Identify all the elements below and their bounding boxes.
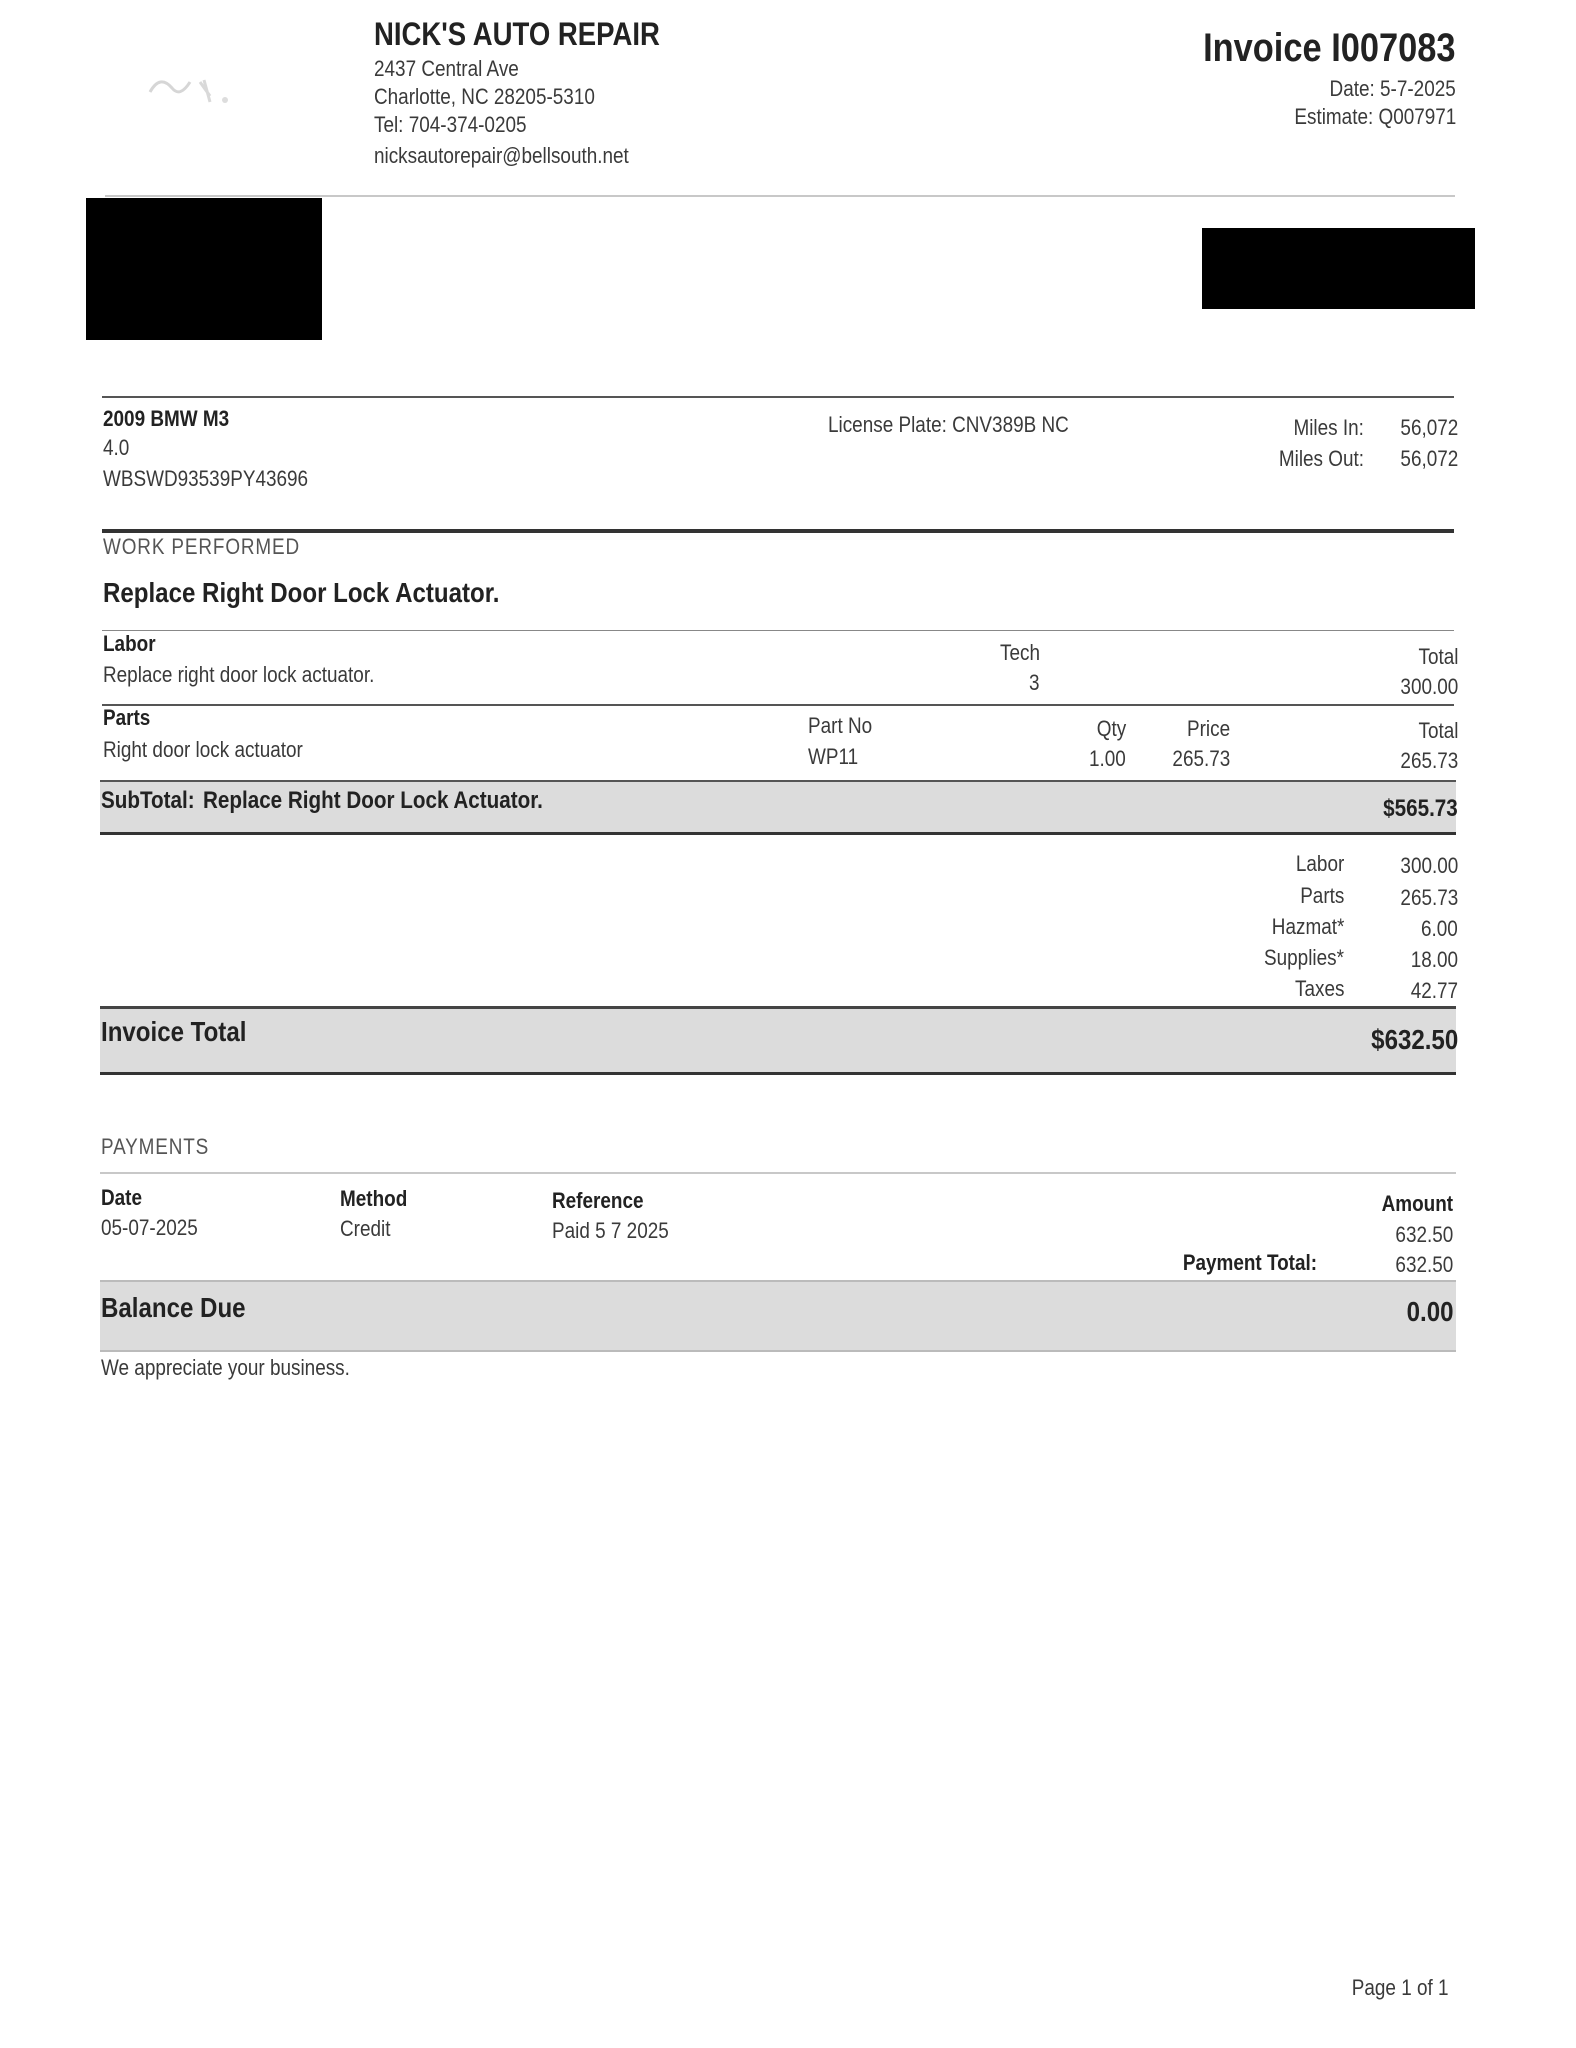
payment-total-label: Payment Total: (1182, 1250, 1317, 1275)
parts-qty-label: Qty (1096, 716, 1126, 741)
parts-description: Right door lock actuator (103, 737, 303, 762)
payment-method-label: Method (340, 1186, 408, 1211)
subtotal-label: SubTotal: (101, 787, 195, 814)
summary-label: Parts (1299, 883, 1344, 908)
company-logo (130, 52, 260, 132)
vehicle-top-rule (102, 396, 1454, 398)
invoice-total-value: $632.50 (1370, 1024, 1458, 1055)
labor-header: Labor (103, 631, 156, 656)
summary-value: 265.73 (1400, 885, 1458, 910)
miles-out-value: 56,072 (1400, 446, 1458, 471)
work-top-rule (102, 529, 1454, 533)
balance-due-label: Balance Due (101, 1292, 246, 1323)
payment-total-value: 632.50 (1395, 1252, 1453, 1277)
parts-total-label: Total (1418, 718, 1458, 743)
summary-value: 300.00 (1400, 853, 1458, 878)
invoice-date: Date: 5-7-2025 (1329, 76, 1456, 101)
vehicle-name: 2009 BMW M3 (103, 406, 230, 431)
miles-in-value: 56,072 (1400, 415, 1458, 440)
work-title: Replace Right Door Lock Actuator. (103, 577, 500, 608)
company-phone: Tel: 704-374-0205 (374, 112, 527, 137)
parts-header: Parts (103, 705, 151, 730)
payment-date-value: 05-07-2025 (101, 1215, 198, 1240)
payments-rule (100, 1172, 1456, 1174)
summary-value: 42.77 (1410, 978, 1458, 1003)
parts-price-label: Price (1186, 716, 1230, 741)
summary-label: Labor (1295, 851, 1344, 876)
summary-value: 18.00 (1410, 947, 1458, 972)
payments-label: PAYMENTS (101, 1134, 210, 1159)
subtotal-value: $565.73 (1383, 795, 1458, 822)
invoice-estimate: Estimate: Q007971 (1294, 104, 1456, 129)
labor-tech-label: Tech (1000, 640, 1040, 665)
payment-date-label: Date (101, 1185, 143, 1210)
invoice-total-band (100, 1006, 1456, 1075)
parts-price-value: 265.73 (1172, 746, 1230, 771)
parts-partno-label: Part No (808, 713, 873, 738)
labor-total-value: 300.00 (1400, 674, 1458, 699)
redacted-account-block (1202, 228, 1475, 309)
company-address-line1: 2437 Central Ave (374, 56, 519, 81)
summary-label: Hazmat* (1271, 914, 1344, 939)
work-performed-label: WORK PERFORMED (103, 534, 301, 559)
labor-rule (102, 630, 1454, 631)
vehicle-vin: WBSWD93539PY43696 (103, 466, 309, 491)
payment-reference-label: Reference (552, 1188, 644, 1213)
invoice-title: Invoice I007083 (1203, 26, 1456, 70)
page-number: Page 1 of 1 (1352, 1975, 1449, 2000)
parts-partno-value: WP11 (808, 744, 859, 769)
redacted-customer-block (86, 198, 322, 340)
thank-you-note: We appreciate your business. (101, 1355, 350, 1380)
license-plate: License Plate: CNV389B NC (828, 412, 1069, 437)
company-address-line2: Charlotte, NC 28205-5310 (374, 84, 595, 109)
company-email: nicksautorepair@bellsouth.net (374, 143, 629, 168)
summary-value: 6.00 (1421, 916, 1458, 941)
parts-rule (102, 704, 1454, 706)
balance-due-band (100, 1280, 1456, 1352)
summary-label: Supplies* (1264, 945, 1344, 970)
payment-reference-value: Paid 5 7 2025 (552, 1218, 669, 1243)
invoice-total-label: Invoice Total (101, 1016, 247, 1047)
payment-amount-value: 632.50 (1395, 1222, 1453, 1247)
company-name: NICK'S AUTO REPAIR (374, 16, 660, 52)
labor-total-label: Total (1418, 644, 1458, 669)
payment-amount-label: Amount (1381, 1191, 1453, 1216)
vehicle-engine: 4.0 (103, 435, 130, 460)
labor-description: Replace right door lock actuator. (103, 662, 375, 687)
parts-total-value: 265.73 (1400, 748, 1458, 773)
labor-tech-value: 3 (1029, 670, 1040, 695)
balance-due-value: 0.00 (1406, 1296, 1453, 1327)
miles-in-label: Miles In: (1293, 415, 1364, 440)
parts-qty-value: 1.00 (1089, 746, 1126, 771)
subtotal-description: Replace Right Door Lock Actuator. (203, 787, 543, 814)
header-divider (105, 195, 1455, 197)
payment-method-value: Credit (340, 1216, 391, 1241)
miles-out-label: Miles Out: (1278, 446, 1364, 471)
summary-label: Taxes (1294, 976, 1344, 1001)
